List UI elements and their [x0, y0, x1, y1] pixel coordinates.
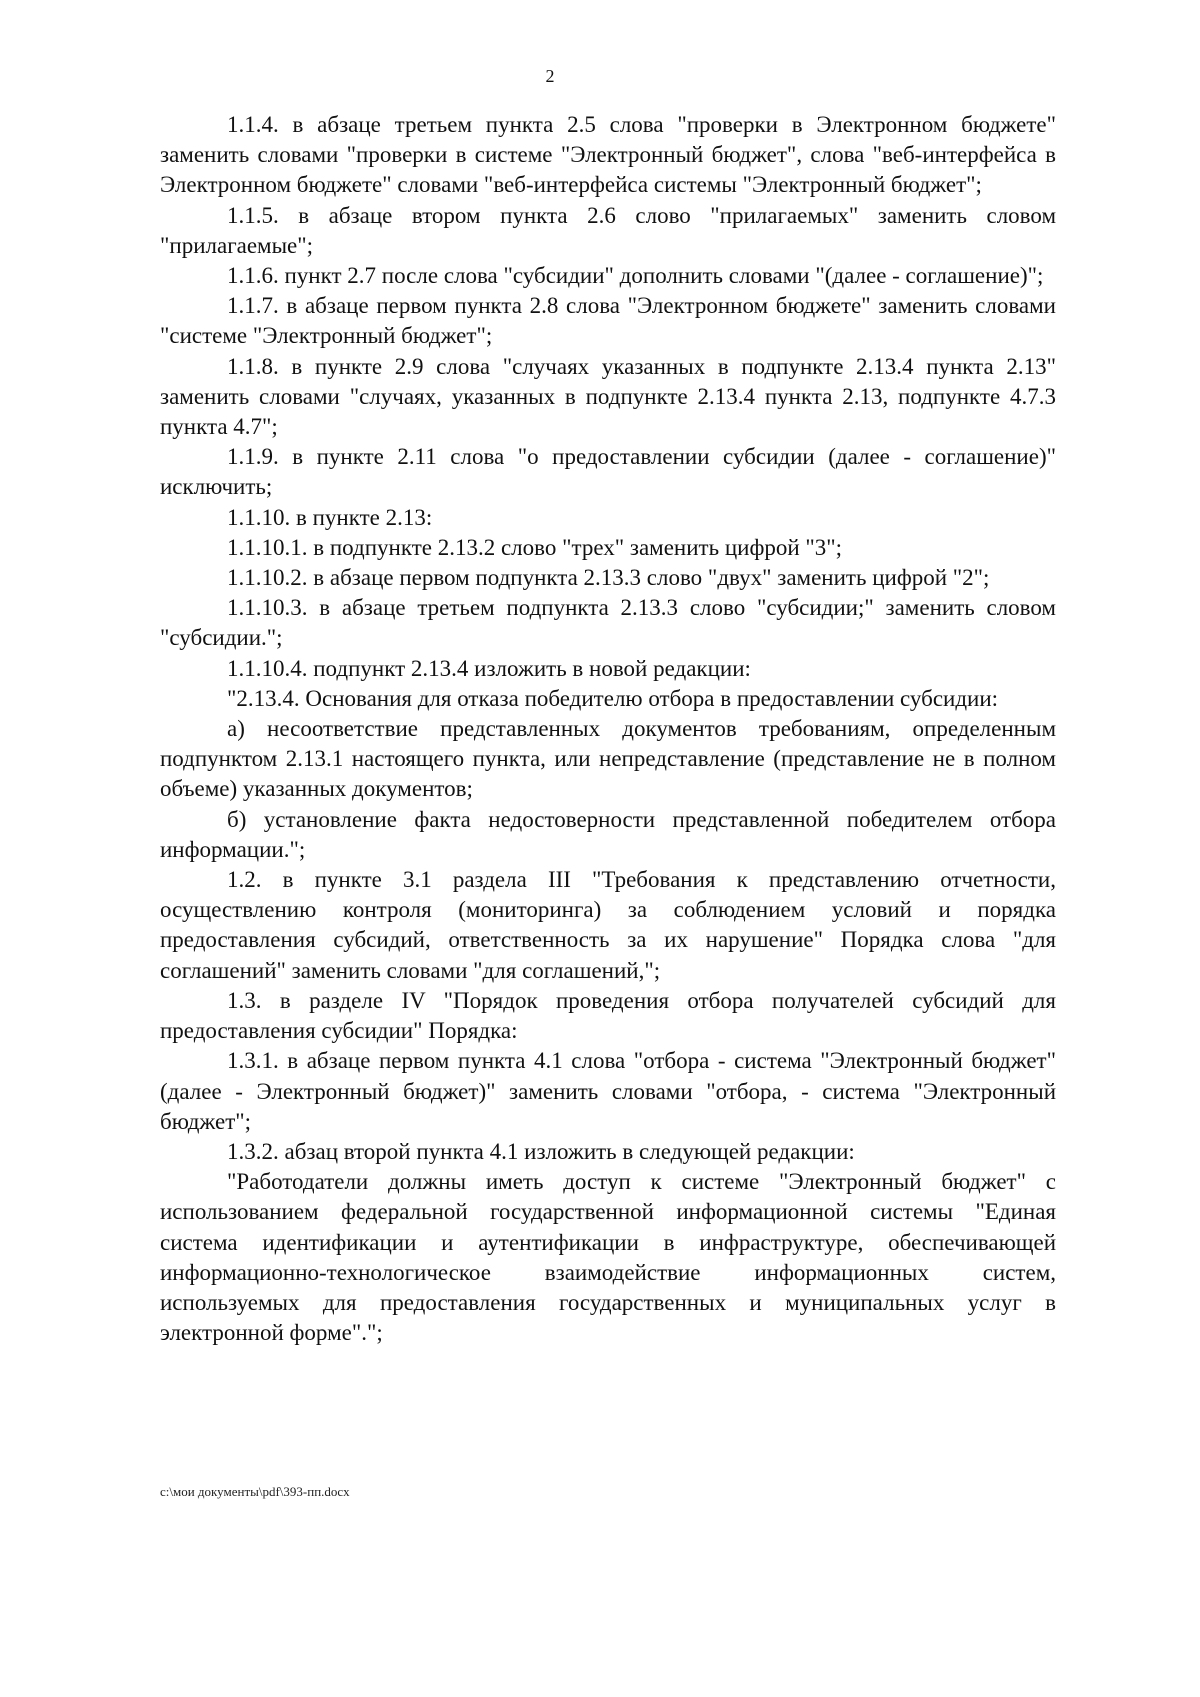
paragraph-1-1-10-3: 1.1.10.3. в абзаце третьем подпункта 2.13.3 слово "субсидии;" заменить словом "субсидии.";: [160, 595, 1056, 651]
paragraph-1-2: 1.2. в пункте 3.1 раздела III "Требования к представлению отчетности, осуществлению контроля (мониторинга) за соблюдением условий и порядка предоставления субсидий, ответственность за их нарушение" Порядка слова "для соглашений" заменить словами "для соглашений,";: [160, 867, 1056, 983]
paragraph-1-1-5: 1.1.5. в абзаце втором пункта 2.6 слово "прилагаемых" заменить словом "прилагаемые";: [160, 202, 1056, 258]
paragraph-1-1-7: 1.1.7. в абзаце первом пункта 2.8 слова "Электронном бюджете" заменить словами "системе "Электронный бюджет";: [160, 293, 1056, 349]
paragraph-1-1-10: 1.1.10. в пункте 2.13:: [227, 504, 433, 530]
paragraph-1-1-8: 1.1.8. в пункте 2.9 слова "случаях указанных в подпункте 2.13.4 пункта 2.13" заменить словами "случаях, указанных в подпункте 2.13.4 пункта 2.13, подпункте 4.7.3 пункта 4.7";: [160, 353, 1056, 440]
paragraph-1-1-10-1: 1.1.10.1. в подпункте 2.13.2 слово "трех" заменить цифрой "3";: [227, 534, 843, 560]
paragraph-1-1-10-4: 1.1.10.4. подпункт 2.13.4 изложить в новой редакции:: [227, 655, 751, 681]
footer-file-path: c:\мои документы\pdf\393-пп.docx: [160, 1484, 350, 1499]
paragraph-1-1-10-2: 1.1.10.2. в абзаце первом подпункта 2.13.3 слово "двух" заменить цифрой "2";: [227, 565, 990, 591]
paragraph-quote-employers: "Работодатели должны иметь доступ к системе "Электронный бюджет" с использованием федеральной государственной информационной системы "Единая система идентификации и аутентификации в инфраструктуре, обеспечивающей информационно-технологическое взаимодействие информационных систем, используемых для предоставления государственных и муниципальных услуг в электронной форме".";: [160, 1169, 1056, 1346]
page-number: 2: [545, 66, 555, 86]
document-body: [160, 110, 1056, 1348]
paragraph-1-1-4: 1.1.4. в абзаце третьем пункта 2.5 слова "проверки в Электронном бюджете" заменить словами "проверки в системе "Электронный бюджет", слова "веб-интерфейса в Электронном бюджете" словами "веб-интерфейса системы "Электронный бюджет";: [160, 112, 1056, 198]
paragraph-item-b: б) установление факта недостоверности представленной победителем отбора информации.";: [160, 806, 1056, 862]
paragraph-1-1-6: 1.1.6. пункт 2.7 после слова "субсидии" дополнить словами "(далее - соглашение)";: [227, 263, 1044, 289]
paragraph-1-3: 1.3. в разделе IV "Порядок проведения отбора получателей субсидий для предоставления субсидии" Порядка:: [160, 987, 1056, 1044]
paragraph-2-13-4: "2.13.4. Основания для отказа победителю отбора в предоставлении субсидии:: [227, 685, 999, 711]
paragraph-item-a: а) несоответствие представленных документов требованиям, определенным подпунктом 2.13.1 настоящего пункта, или непредставление (представление не в полном объеме) указанных документов;: [160, 716, 1056, 802]
paragraph-1-3-2: 1.3.2. абзац второй пункта 4.1 изложить в следующей редакции:: [227, 1138, 855, 1164]
paragraph-1-3-1: 1.3.1. в абзаце первом пункта 4.1 слова "отбора - система "Электронный бюджет" (далее - Электронный бюджет)" заменить словами "отбора, - система "Электронный бюджет";: [160, 1048, 1056, 1134]
paragraph-1-1-9: 1.1.9. в пункте 2.11 слова "о предоставлении субсидии (далее - соглашение)" исключить;: [160, 444, 1056, 500]
